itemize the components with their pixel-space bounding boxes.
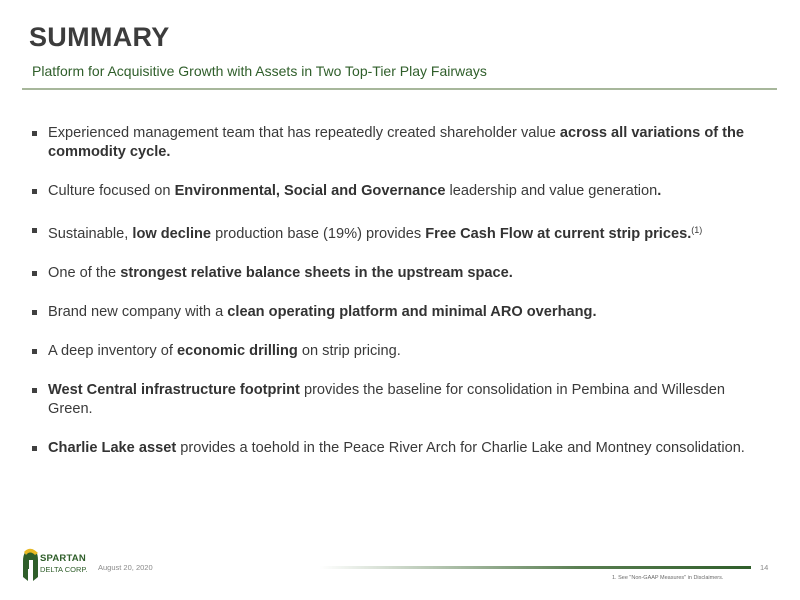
bullet-text: provides the baseline for consolidation in Pembina and Willesden Green. xyxy=(48,382,725,417)
square-bullet-icon xyxy=(32,131,37,136)
footer-divider xyxy=(320,566,751,569)
logo-subtext: DELTA CORP. xyxy=(40,565,88,574)
slide-subtitle: Platform for Acquisitive Growth with Assets in Two Top-Tier Play Fairways xyxy=(32,63,487,79)
bullet-emphasis: Charlie Lake asset xyxy=(48,440,177,456)
bullet-item xyxy=(30,264,770,283)
bullet-item xyxy=(30,439,770,458)
bullet-text: A deep inventory of xyxy=(48,343,177,359)
bullet-text: on strip pricing. xyxy=(297,343,401,359)
bullet-item xyxy=(30,342,770,361)
bullet-emphasis: Environmental, Social and Governance xyxy=(174,183,446,199)
slide-title: SUMMARY xyxy=(29,22,170,52)
bullet-text: Brand new company with a xyxy=(48,304,228,320)
logo-wordmark: SPARTAN xyxy=(40,553,86,564)
square-bullet-icon xyxy=(32,388,37,393)
bullet-text: provides a toehold in the Peace River Arch for Charlie Lake and Montney consolidation. xyxy=(176,440,745,456)
square-bullet-icon xyxy=(32,271,37,276)
bullet-emphasis: . xyxy=(657,183,662,199)
footnote-text: 1. See "Non-GAAP Measures" in Disclaimers. xyxy=(612,575,724,581)
page-number: 14 xyxy=(760,563,769,572)
bullet-text: production base (19%) provides xyxy=(211,226,426,242)
bullet-item xyxy=(30,221,770,244)
square-bullet-icon xyxy=(32,446,37,451)
bullet-text: leadership and value generation xyxy=(445,183,658,199)
square-bullet-icon xyxy=(32,228,37,233)
bullet-emphasis: economic drilling xyxy=(177,343,298,359)
square-bullet-icon xyxy=(32,310,37,315)
square-bullet-icon xyxy=(32,349,37,354)
title-divider xyxy=(22,88,777,90)
bullet-item xyxy=(30,381,770,419)
footnote-reference: (1) xyxy=(691,225,703,235)
bullet-text: Experienced management team that has repeatedly created shareholder value xyxy=(48,125,560,141)
bullet-text: One of the xyxy=(48,265,121,281)
company-logo xyxy=(20,547,90,587)
presentation-date: August 20, 2020 xyxy=(98,563,153,572)
square-bullet-icon xyxy=(32,189,37,194)
bullet-emphasis: strongest relative balance sheets in the upstream space. xyxy=(120,265,513,281)
bullet-emphasis: clean operating platform and minimal ARO overhang. xyxy=(227,304,597,320)
bullet-emphasis: low decline xyxy=(132,226,212,242)
spartan-helmet-icon xyxy=(20,547,40,583)
bullet-emphasis: West Central infrastructure footprint xyxy=(48,382,300,398)
bullet-text: Culture focused on xyxy=(48,183,175,199)
bullet-item xyxy=(30,182,770,201)
bullet-item xyxy=(30,303,770,322)
bullet-emphasis: across all variations of the commodity cycle. xyxy=(48,125,745,160)
bullet-text: Sustainable, xyxy=(48,226,133,242)
bullet-item xyxy=(30,124,770,162)
summary-bullet-list xyxy=(30,124,770,478)
bullet-emphasis: Free Cash Flow at current strip prices. xyxy=(425,226,692,242)
